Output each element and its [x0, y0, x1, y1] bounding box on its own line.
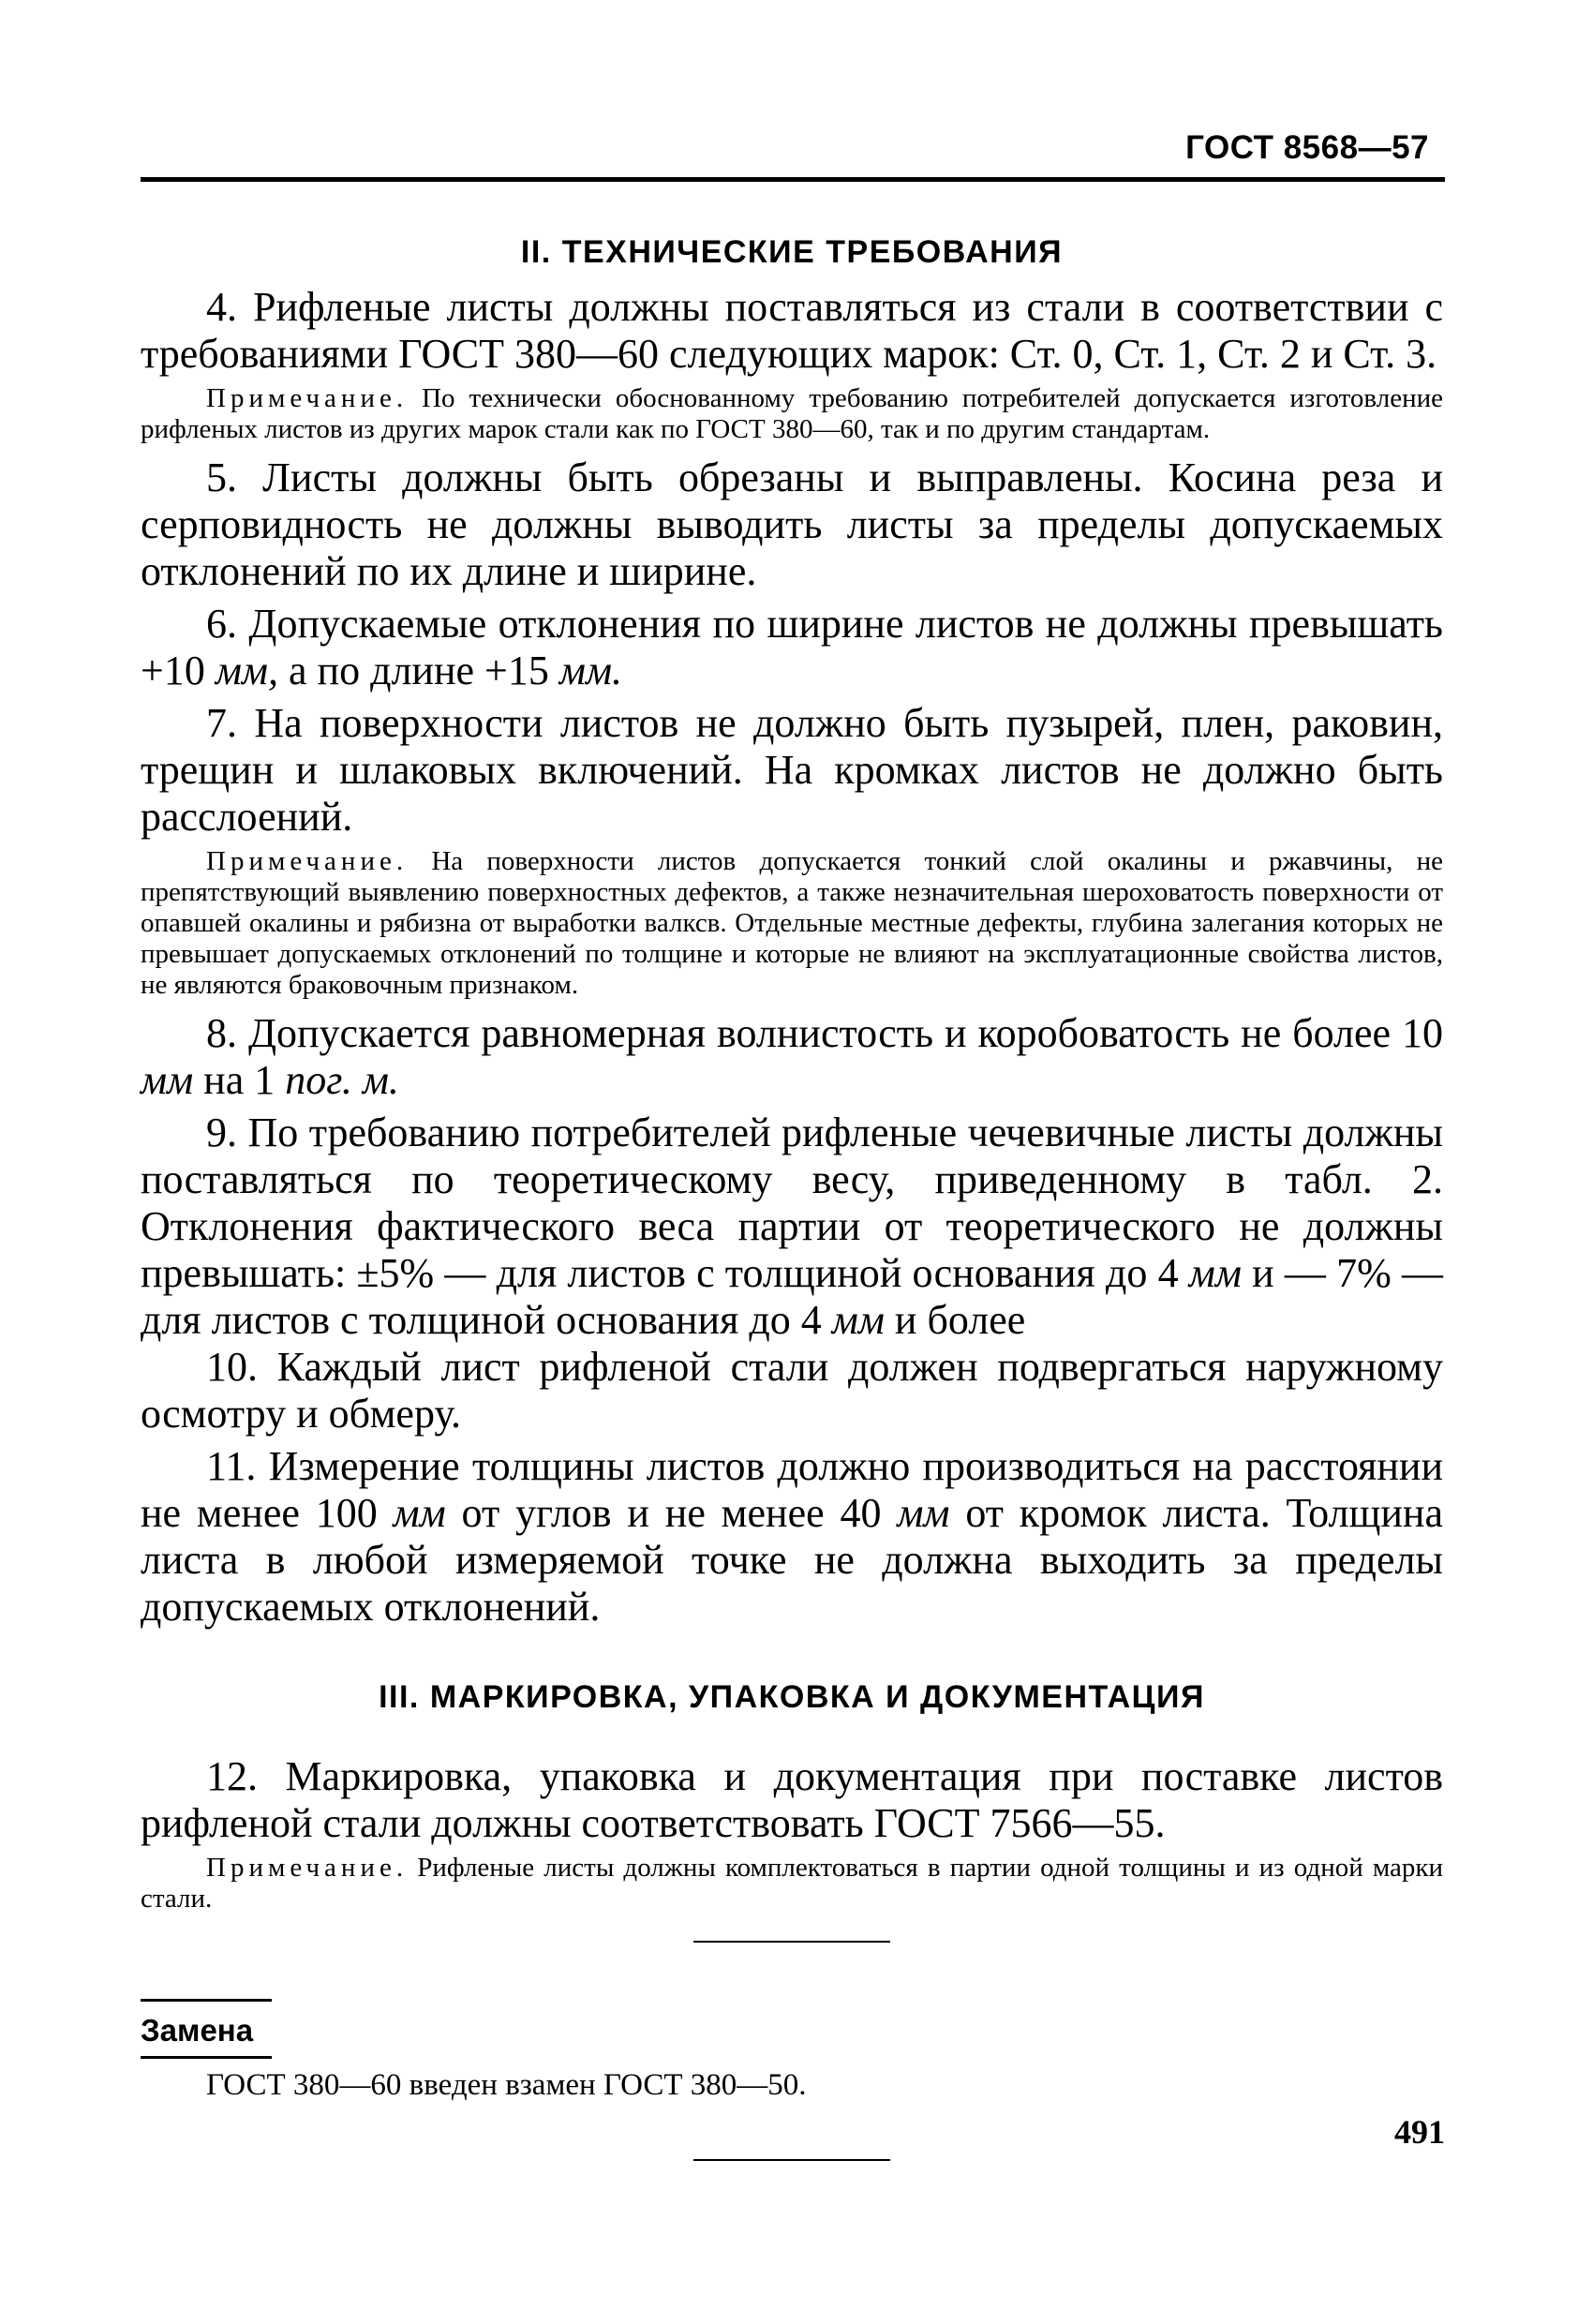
clause-8-unit-2: пог. м. [285, 1057, 399, 1103]
clause-11-unit-2: мм [897, 1490, 950, 1536]
note-2 [141, 846, 1443, 1001]
clause-9-unit-1: мм [1188, 1250, 1242, 1296]
clause-4: 4. Рифленые листы должны поставляться из стали в соответствии с требованиями ГОСТ 380—60 следующих марок: Ст. 0, Ст. 1, Ст. 2 и Ст. 3. [141, 284, 1443, 377]
note-1 [141, 383, 1443, 445]
note-2-text: На поверхности листов допускается тонкий слой окалины и ржавчины, не препятствующий выявлению поверхностных дефектов, а также незначительная шероховатость поверхности от опавшей окалины и рябизна от выработки валксв. Отдельные местные дефекты, глубина залегания которых не превышает допускаемых отклонений по толщине и которые не влияют на эксплуатационные свойства листов, не являются браковочным признаком. [141, 846, 1443, 1000]
replacement-title: Замена [141, 2013, 254, 2048]
clause-7: 7. На поверхности листов не должно быть пузырей, плен, раковин, трещин и шлаковых включений. На кромках листов не должно быть расслоений. [141, 700, 1443, 840]
clause-11 [141, 1443, 1443, 1631]
clause-5: 5. Листы должны быть обрезаны и выправлены. Косина реза и серповидность не должны выводить листы за пределы допускаемых отклонений по их длине и ширине. [141, 454, 1443, 594]
clause-11-mid: от углов и не менее 40 [445, 1490, 898, 1536]
clause-6-mid: а по длине +15 [278, 648, 559, 693]
clause-9 [141, 1110, 1443, 1344]
clause-10: 10. Каждый лист рифленой стали должен подвергаться наружному осмотру и обмеру. [141, 1344, 1443, 1437]
clause-11-start: 11. Измерение толщины листов должно производиться на расстоянии не менее 100 [141, 1443, 1443, 1536]
clause-8 [141, 1010, 1443, 1104]
note-3-text: Рифленые листы должны комплектоваться в партии одной толщины и из одной марки стали. [141, 1853, 1443, 1914]
clause-9-unit-2: мм [831, 1297, 885, 1343]
replacement-text: ГОСТ 380—60 введен взамен ГОСТ 380—50. [206, 2068, 807, 2102]
replacement-top-rule [141, 1999, 272, 2002]
note-3-label: Примечание. [206, 1853, 409, 1883]
document-content [141, 216, 1443, 2161]
header-rule [141, 177, 1445, 182]
separator-rule-2 [693, 2159, 890, 2161]
clause-12: 12. Маркировка, упаковка и документация при поставке листов рифленой стали должны соответствовать ГОСТ 7566—55. [141, 1753, 1443, 1846]
section-3-title: III. МАРКИРОВКА, УПАКОВКА И ДОКУМЕНТАЦИЯ [379, 1679, 1205, 1715]
clause-11-unit-1: мм [393, 1490, 446, 1536]
note-3 [141, 1853, 1443, 1914]
separator-rule-1 [693, 1941, 890, 1943]
standard-code: ГОСТ 8568—57 [1185, 129, 1429, 166]
clause-6-unit-1: мм, [215, 648, 278, 693]
clause-8-mid: на 1 [193, 1057, 286, 1103]
section-2-title: II. ТЕХНИЧЕСКИЕ ТРЕБОВАНИЯ [520, 234, 1064, 270]
replacement-block [141, 1999, 1443, 2103]
note-1-text: По технически обоснованному требованию потребителей допускается изготовление рифленых листов из других марок стали как по ГОСТ 380—60, так и по другим стандартам. [141, 383, 1443, 444]
clause-8-start: 8. Допускается равномерная волнистость и коробоватость не более 10 [206, 1010, 1443, 1056]
note-2-label: Примечание. [206, 846, 409, 876]
clause-6-start: 6. Допускаемые отклонения по ширине листов не должны превышать +10 [141, 601, 1443, 693]
clause-6-unit-2: мм. [558, 648, 623, 693]
clause-8-unit-1: мм [141, 1057, 194, 1103]
note-1-label: Примечание. [206, 383, 409, 413]
page-number: 491 [1394, 2113, 1445, 2151]
clause-9-start: 9. По требованию потребителей рифленые чечевичные листы должны поставляться по теоретическому весу, приведенному в табл. 2. Отклонения фактического веса партии от теоретического не должны превышать: ±5% — для листов с толщиной основания до 4 [141, 1110, 1443, 1296]
clause-11-end: от кромок листа. Толщина листа в любой измеряемой точке не должна выходить за пределы допускаемых отклонений. [141, 1490, 1444, 1630]
clause-9-end: и более [884, 1297, 1026, 1343]
replacement-bottom-rule [141, 2056, 272, 2059]
clause-9-mid: и — 7% — для листов с толщиной основания до 4 [141, 1250, 1443, 1343]
clause-6 [141, 601, 1443, 694]
